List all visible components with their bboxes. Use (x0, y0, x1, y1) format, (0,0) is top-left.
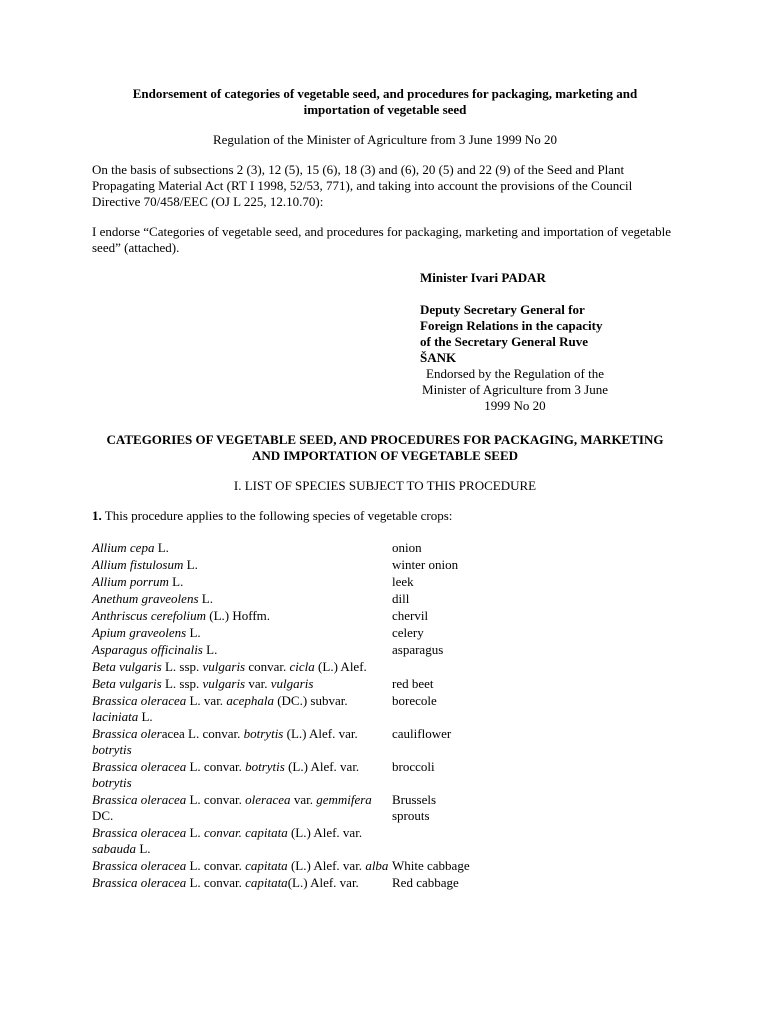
species-name-part: (L.) Hoffm. (205, 608, 271, 623)
species-table (92, 540, 678, 891)
document-body (92, 86, 678, 891)
species-row (92, 726, 678, 758)
species-name-part: L. (198, 591, 213, 606)
species-name-part: L. convar. (186, 759, 246, 774)
species-common-name: borecole (392, 693, 437, 708)
species-name-part: L. (168, 574, 184, 589)
species-name-part: L. ssp. (161, 659, 203, 674)
species-common-name: onion (392, 540, 422, 555)
species-scientific-name (92, 693, 392, 725)
species-name-part: gemmifera (316, 792, 372, 807)
species-scientific-name (92, 858, 392, 874)
species-name-part: botrytis (92, 775, 132, 790)
species-row (92, 591, 678, 607)
species-name-part: botrytis (243, 726, 284, 741)
species-name-part: (L.) Alef. var. (283, 726, 358, 741)
species-name-part: capitata (245, 858, 288, 873)
species-name-part: var. (290, 792, 317, 807)
minister-signature: Minister Ivari PADAR (420, 270, 546, 285)
species-row (92, 676, 678, 692)
species-name-part: laciniata (92, 709, 139, 724)
document-title: Endorsement of categories of vegetable seed, and procedures for packaging, marketing and importation of vegetable seed (132, 86, 638, 117)
species-row (92, 759, 678, 791)
species-row (92, 608, 678, 624)
species-row (92, 642, 678, 658)
species-name-part: sabauda (92, 841, 137, 856)
species-row (92, 875, 678, 891)
species-name-part: Beta vulgaris (92, 659, 162, 674)
species-name-part: var. (245, 676, 271, 691)
species-scientific-name (92, 642, 392, 658)
species-name-part: Brassica oleracea (92, 792, 187, 807)
species-name-part: botrytis (245, 759, 285, 774)
species-name-part: acea L. convar. (161, 726, 244, 741)
basis-paragraph: On the basis of subsections 2 (3), 12 (5), 15 (6), 18 (3) and (6), 20 (5) and 22 (9) of the Seed and Plant Propagating Material Act (RT I 1998, 52/53, 771), and taking into account the provisions of the Council Directive 70/458/EEC (OJ L 225, 12.10.70): (92, 162, 633, 209)
species-name-part: L. (136, 841, 151, 856)
species-name-part: Brassica oleracea (92, 875, 187, 890)
clause-1 (92, 508, 678, 524)
species-name-part: L. convar. (186, 858, 246, 873)
species-name-part: Brassica oleracea (92, 693, 187, 708)
species-name-part: Anethum graveolens (92, 591, 199, 606)
species-common-name: leek (392, 574, 414, 589)
species-row (92, 574, 678, 590)
species-common-name: celery (392, 625, 424, 640)
species-name-part: Apium graveolens (92, 625, 187, 640)
species-row (92, 540, 678, 556)
section-title: CATEGORIES OF VEGETABLE SEED, AND PROCEDURES FOR PACKAGING, MARKETING AND IMPORTATION OF VEGETABLE SEED (106, 432, 664, 463)
species-name-part: cicla (289, 659, 315, 674)
species-name-part: (L.) Alef. var. (284, 759, 360, 774)
species-name-part: Beta vulgaris (92, 676, 162, 691)
species-row (92, 659, 678, 675)
species-name-part: L. (154, 540, 169, 555)
species-row (92, 625, 678, 641)
species-name-part: L. (183, 557, 198, 572)
species-row (92, 858, 678, 874)
species-name-part: vulgaris (202, 676, 246, 691)
species-name-part: Allium porrum (92, 574, 169, 589)
species-name-part: convar. capitata (203, 825, 288, 840)
species-name-part: (L.) Alef. var. (287, 858, 366, 873)
species-name-part: Brassica oleracea (92, 759, 187, 774)
species-common-name: asparagus (392, 642, 444, 657)
species-common-name: red beet (392, 676, 434, 691)
species-common-name (392, 659, 472, 675)
species-row (92, 693, 678, 725)
species-scientific-name (92, 759, 392, 791)
regulation-line: Regulation of the Minister of Agriculture from 3 June 1999 No 20 (212, 132, 558, 147)
species-scientific-name (92, 726, 392, 758)
clause-number: 1. (92, 508, 102, 523)
species-common-name: broccoli (392, 759, 435, 774)
species-name-part: (DC.) subvar. (273, 693, 348, 708)
species-name-part: convar. (245, 659, 290, 674)
species-row (92, 792, 678, 824)
species-common-name: Red cabbage (392, 875, 459, 890)
signature-block (420, 270, 610, 414)
species-name-part: vulgaris (270, 676, 314, 691)
species-name-part: (L.) Alef. var. (287, 875, 359, 890)
species-name-part: L. (186, 625, 201, 640)
species-name-part: (L.) Alef. (314, 659, 367, 674)
species-name-part: vulgaris (202, 659, 246, 674)
species-common-name: cauliflower (392, 726, 452, 741)
species-scientific-name (92, 825, 392, 857)
endorse-paragraph: I endorse “Categories of vegetable seed, and procedures for packaging, marketing and importation of vegetable seed” (attached). (92, 224, 671, 255)
list-title: I. LIST OF SPECIES SUBJECT TO THIS PROCEDURE (233, 478, 537, 493)
species-name-part: Asparagus officinalis (92, 642, 203, 657)
species-common-name: Brussels sprouts (392, 792, 437, 823)
species-common-name: White cabbage (392, 858, 470, 873)
species-common-name: winter onion (392, 557, 459, 572)
species-scientific-name (92, 574, 392, 590)
species-row (92, 557, 678, 573)
species-name-part: L. (186, 825, 204, 840)
species-name-part: L. (202, 642, 218, 657)
species-name-part: DC. (92, 808, 114, 823)
species-common-name: dill (392, 591, 410, 606)
species-scientific-name (92, 792, 392, 824)
species-scientific-name (92, 540, 392, 556)
species-name-part: oleracea (245, 792, 291, 807)
species-name-part: alba (365, 858, 389, 873)
species-scientific-name (92, 591, 392, 607)
species-scientific-name (92, 659, 392, 675)
species-name-part: L. convar. (186, 792, 246, 807)
clause-text: This procedure applies to the following species of vegetable crops: (101, 508, 453, 523)
species-name-part: L. convar. (186, 875, 246, 890)
species-scientific-name (92, 676, 392, 692)
species-common-name (392, 825, 472, 857)
species-name-part: Allium fistulosum (92, 557, 184, 572)
species-name-part: (L.) Alef. var. (287, 825, 363, 840)
endorsed-by-note: Endorsed by the Regulation of the Minister of Agriculture from 3 June 1999 No 20 (422, 366, 608, 413)
species-name-part: Brassica oler (92, 726, 162, 741)
species-scientific-name (92, 875, 392, 891)
species-name-part: L. var. (186, 693, 227, 708)
deputy-signature: Deputy Secretary General for Foreign Relations in the capacity of the Secretary General Ruve ŠANK (420, 302, 603, 365)
species-name-part: Brassica oleracea (92, 858, 187, 873)
species-name-part: L. ssp. (161, 676, 203, 691)
species-common-name: chervil (392, 608, 429, 623)
species-scientific-name (92, 608, 392, 624)
species-scientific-name (92, 557, 392, 573)
species-scientific-name (92, 625, 392, 641)
species-name-part: botrytis (92, 742, 132, 757)
species-name-part: Brassica oleracea (92, 825, 187, 840)
species-name-part: Anthriscus cerefolium (92, 608, 206, 623)
species-name-part: capitata (245, 875, 288, 890)
species-name-part: L. (138, 709, 153, 724)
species-row (92, 825, 678, 857)
species-name-part: acephala (226, 693, 274, 708)
species-name-part: Allium cepa (92, 540, 155, 555)
